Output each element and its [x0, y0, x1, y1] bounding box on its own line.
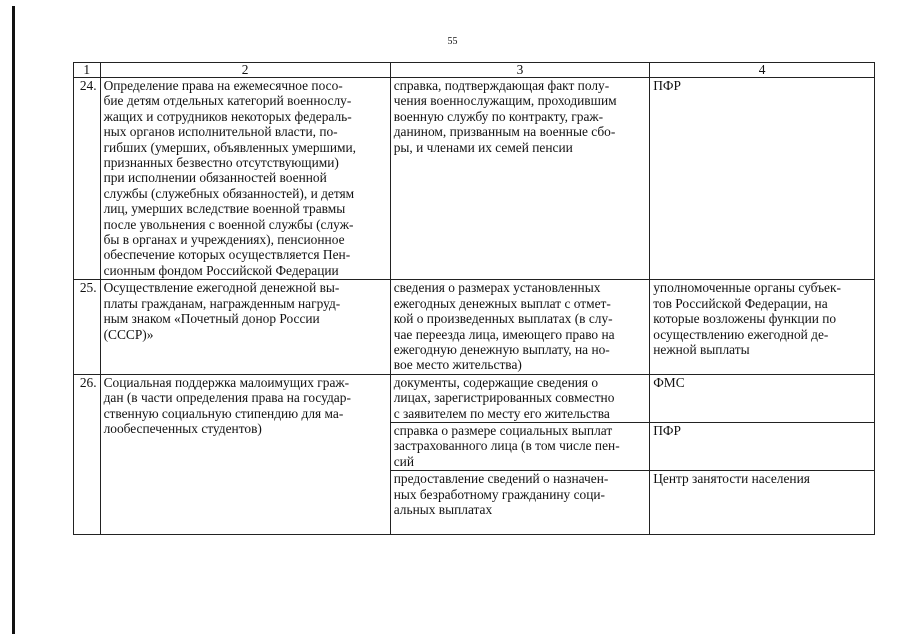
- service-description: Социальная поддержка малоимущих граж- дан (в части определения права на государ- ственную социальную стипендию для ма- лообеспеченных студентов): [100, 374, 390, 534]
- page-number: 55: [447, 36, 458, 47]
- required-document: документы, содержащие сведения о лицах, зарегистрированных совместно с заявителем по месту его жительства: [390, 374, 650, 422]
- services-table: [73, 62, 875, 535]
- column-header-3: 3: [390, 63, 650, 78]
- row-number: 24.: [74, 78, 101, 280]
- service-description: Определение права на ежемесячное посо- бие детям отдельных категорий военнослу- жащих и сотрудников некоторых федераль- ных органов исполнительной власти, по- гибших (умерших, объявленных умершими, признанных безвестно отсутствующими) при исполнении обязанностей военной службы (служебных обязанностей), и детям лиц, умерших вследствие военной травмы после увольнения с военной службы (служ- бы в органах и учреждениях), пенсионное обеспечение которых осуществляется Пен- сионным фондом Российской Федерации: [100, 78, 390, 280]
- required-document: справка о размере социальных выплат застрахованного лица (в том числе пен- сий: [390, 422, 650, 470]
- table-row-24: [74, 78, 875, 280]
- table-header-row: [74, 63, 875, 78]
- table-row-26: [74, 374, 875, 422]
- row-number: 25.: [74, 280, 101, 374]
- table-row-25: [74, 280, 875, 374]
- service-description: Осуществление ежегодной денежной вы- платы гражданам, награжденным нагруд- ным знаком «Почетный донор России (СССР)»: [100, 280, 390, 374]
- row-number: 26.: [74, 374, 101, 534]
- document-provider: ФМС: [650, 374, 875, 422]
- document-provider: ПФР: [650, 422, 875, 470]
- column-header-2: 2: [100, 63, 390, 78]
- document-provider: ПФР: [650, 78, 875, 280]
- required-document: справка, подтверждающая факт полу- чения военнослужащим, проходившим военную службу по контракту, граж- данином, призванным на военные сбо- ры, и членами их семей пенсии: [390, 78, 650, 280]
- required-document: сведения о размерах установленных ежегодных денежных выплат с отмет- кой о произведенных выплатах (в слу- чае переезда лица, имеющего право на ежегодную денежную выплату, на но- вое место жительства): [390, 280, 650, 374]
- document-provider: Центр занятости населения: [650, 471, 875, 535]
- column-header-1: 1: [74, 63, 101, 78]
- column-header-4: 4: [650, 63, 875, 78]
- document-provider: уполномоченные органы субъек- тов Российской Федерации, на которые возложены функции по осуществлению ежегодной де- нежной выплаты: [650, 280, 875, 374]
- required-document: предоставление сведений о назначен- ных безработному гражданину соци- альных выплатах: [390, 471, 650, 535]
- binding-line: [12, 6, 15, 634]
